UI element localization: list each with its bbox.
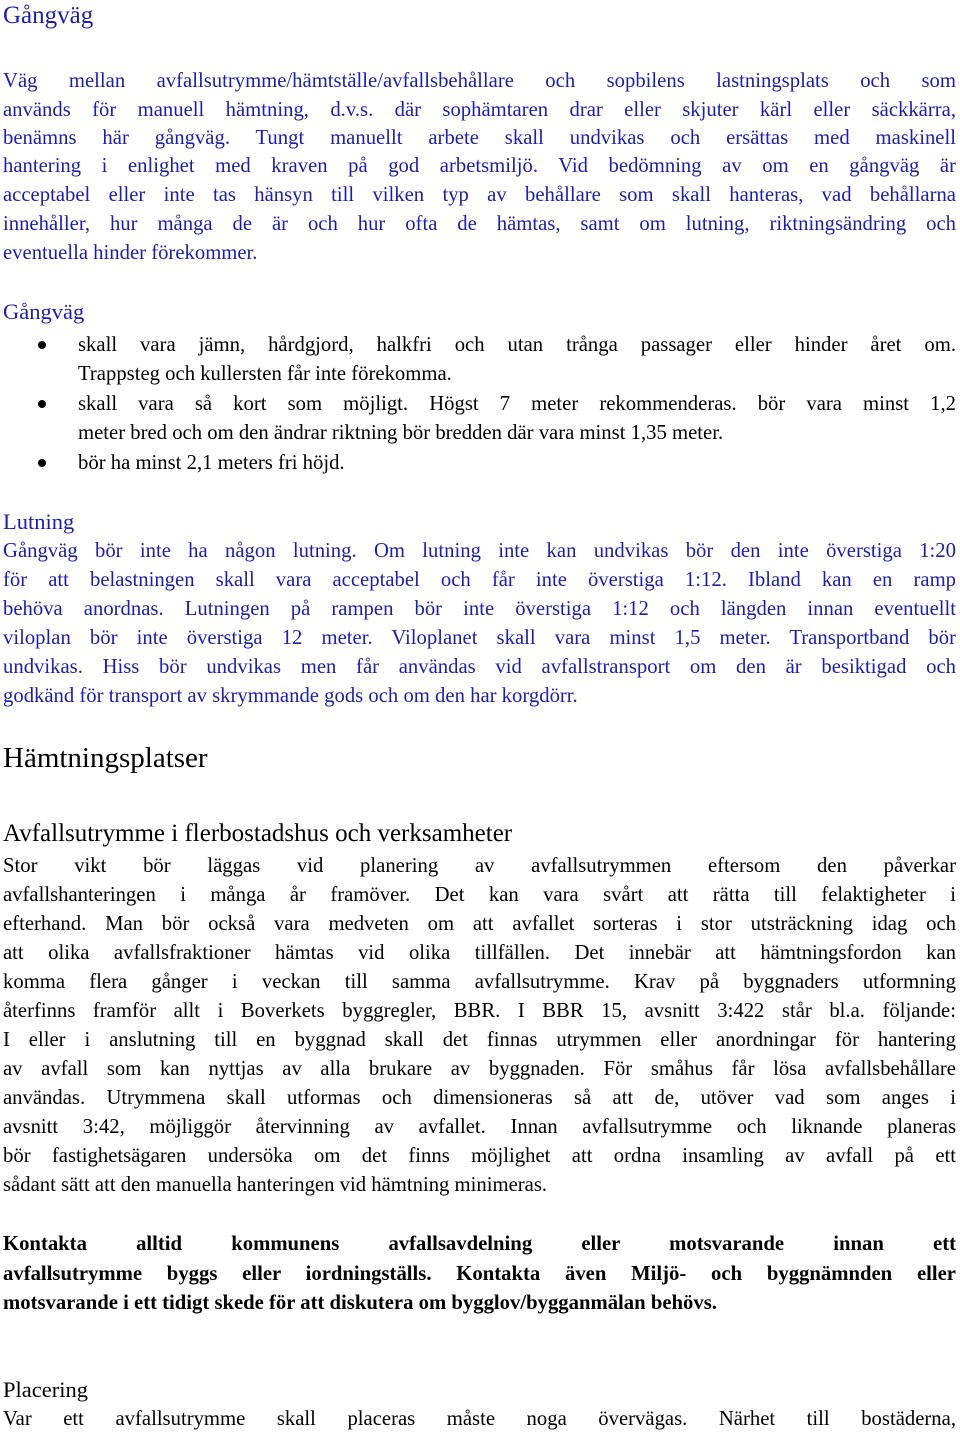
intro-line: Väg mellan avfallsutrymme/hämtställe/avfallsbehållare och sopbilens lastningsplats och som: [3, 70, 956, 92]
contact-line: avfallsutrymme byggs eller iordningställs. Kontakta även Miljö- och byggnämnden eller: [3, 1263, 956, 1285]
contact-line: motsvarande i ett tidigt skede för att diskutera om bygglov/bygganmälan behövs.: [3, 1292, 717, 1314]
avfall-line: komma flera gånger i veckan till samma avfallsutrymme. Krav på byggnaders utformning: [3, 971, 956, 993]
bullet-dot: [38, 459, 46, 467]
lutning-line: behöva anordnas. Lutningen på rampen bör inte överstiga 1:12 och längden innan eventuellt: [3, 598, 956, 620]
intro-line: acceptabel eller inte tas hänsyn till vilken typ av behållare som skall hanteras, vad behållarna: [3, 184, 956, 206]
lutning-line: undvikas. Hiss bör undvikas men får användas vid avfallstransport om den är besiktigad och: [3, 656, 956, 678]
intro-line: eventuella hinder förekommer.: [3, 242, 258, 264]
avfall-line: efterhand. Man bör också vara medveten om att avfallet sorteras i stor utsträckning idag och: [3, 913, 956, 935]
avfall-line: avfallshanteringen i många år framöver. Det kan vara svårt att rätta till felaktigheter i: [3, 884, 956, 906]
bullet-line: Trappsteg och kullersten får inte förekomma.: [78, 363, 452, 385]
lutning-line: viloplan bör inte överstiga 12 meter. Viloplanet skall vara minst 1,5 meter. Transportband bör: [3, 627, 956, 649]
heading-avfallsutrymme: Avfallsutrymme i flerbostadshus och verksamheter: [3, 820, 513, 847]
avfall-line: avsnitt 3:42, möjliggör återvinning av avfallet. Innan avfallsutrymme och liknande planeras: [3, 1116, 956, 1138]
bullet-line: bör ha minst 2,1 meters fri höjd.: [78, 452, 345, 474]
lutning-line: godkänd för transport av skrymmande gods och om den har korgdörr.: [3, 685, 578, 707]
heading-gangvag: Gångväg: [3, 299, 85, 324]
avfall-line: att olika avfallsfraktioner hämtas vid olika tillfällen. Det innebär att hämtningsfordon kan: [3, 942, 956, 964]
intro-line: innehåller, hur många de är och hur ofta de hämtas, samt om lutning, riktningsändring och: [3, 213, 956, 235]
lutning-line: för att belastningen skall vara acceptabel och får inte överstiga 1:12. Ibland kan en ramp: [3, 569, 956, 591]
avfall-line: av avfall som kan nyttjas av alla brukare av byggnaden. För småhus får lösa avfallsbehållare: [3, 1058, 956, 1080]
avfall-line: sådant sätt att den manuella hanteringen vid hämtning minimeras.: [3, 1174, 548, 1196]
bullet-line: skall vara jämn, hårdgjord, halkfri och utan trånga passager eller hinder året om.: [78, 334, 956, 356]
avfall-line: Stor vikt bör läggas vid planering av avfallsutrymmen eftersom den påverkar: [3, 855, 956, 877]
intro-line: benämns här gångväg. Tungt manuellt arbete skall undvikas och ersättas med maskinell: [3, 127, 956, 149]
bullet-dot: [38, 341, 46, 349]
avfall-line: bör fastighetsägaren undersöka om det finns möjlighet att ordna insamling av avfall på ett: [3, 1145, 956, 1167]
contact-line: Kontakta alltid kommunens avfallsavdelning eller motsvarande innan ett: [3, 1233, 956, 1255]
heading-hamtningsplatser: Hämtningsplatser: [3, 742, 208, 774]
intro-line: används för manuell hämtning, d.v.s. där sophämtaren drar eller skjuter kärl eller säckkärra,: [3, 99, 956, 121]
avfall-line: användas. Utrymmena skall utformas och dimensioneras så att de, utöver vad som anges i: [3, 1087, 956, 1109]
heading-lutning: Lutning: [3, 509, 75, 534]
bullet-line: skall vara så kort som möjligt. Högst 7 meter rekommenderas. bör vara minst 1,2: [78, 393, 956, 415]
avfall-line: I eller i anslutning till en byggnad skall det finnas utrymmen eller anordningar för hantering: [3, 1029, 956, 1051]
lutning-line: Gångväg bör inte ha någon lutning. Om lutning inte kan undvikas bör den inte överstiga 1:20: [3, 540, 956, 562]
bullet-dot: [38, 400, 46, 408]
placering-line: Var ett avfallsutrymme skall placeras måste noga övervägas. Närhet till bostäderna,: [3, 1408, 956, 1430]
bullet-line: meter bred och om den ändrar riktning bör bredden där vara minst 1,35 meter.: [78, 422, 724, 444]
intro-line: hantering i enlighet med kraven på god arbetsmiljö. Vid bedömning av om en gångväg är: [3, 155, 956, 177]
avfall-line: återfinns framför allt i Boverkets byggregler, BBR. I BBR 15, avsnitt 3:422 står bl.a. följande:: [3, 1000, 956, 1022]
heading-placering: Placering: [3, 1377, 88, 1402]
section-title-gangvag: Gångväg: [3, 2, 94, 29]
